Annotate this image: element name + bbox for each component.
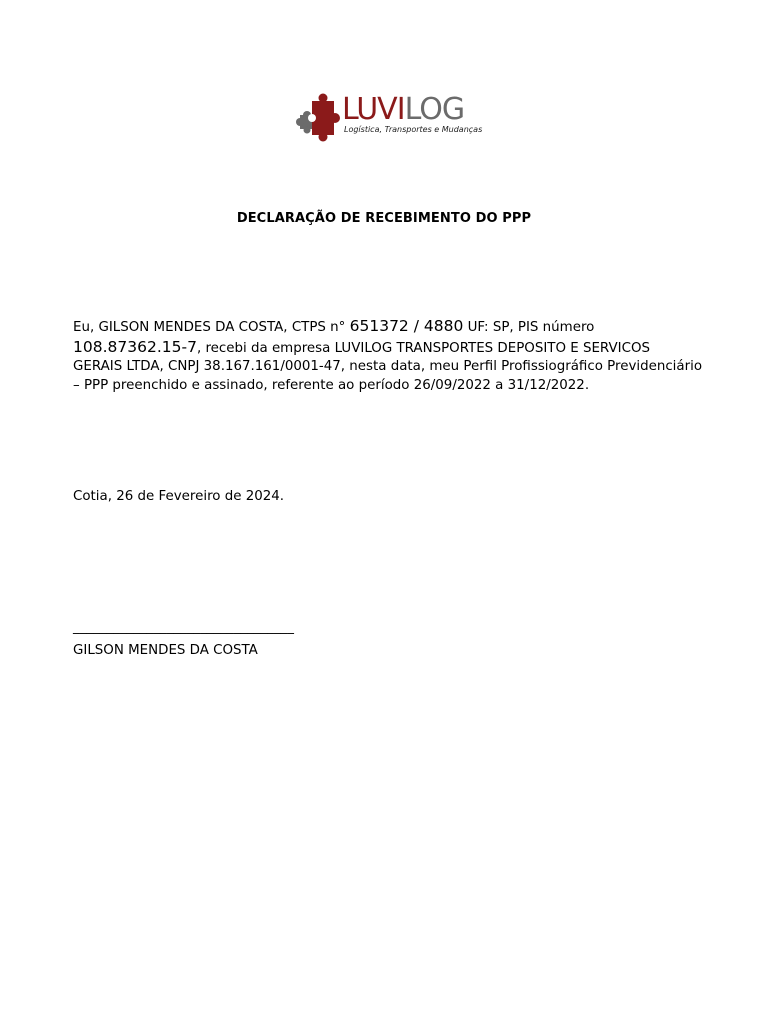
date-line: Cotia, 26 de Fevereiro de 2024. — [73, 489, 285, 504]
signature-line: _________________________________ — [73, 620, 294, 635]
paragraph-part-2: UF: SP, PIS número — [463, 320, 595, 335]
declaration-paragraph — [73, 317, 703, 395]
signature-name: GILSON MENDES DA COSTA — [73, 643, 258, 658]
document-title: DECLARAÇÃO DE RECEBIMENTO DO PPP — [236, 211, 532, 226]
logo-tagline: Logística, Transportes e Mudanças — [344, 125, 483, 134]
paragraph-part-3: , recebi da empresa LUVILOG TRANSPORTES DEPOSITO E SERVICOS GERAIS LTDA, CNPJ 38.167.161/0001-47, nesta data, meu Perfil Profissiográfico Previdenciário – PPP preenchido e assinado, referente ao período 26/09/2022 a 31/12/2022. — [73, 340, 703, 393]
pis-number: 108.87362.15-7 — [73, 337, 197, 356]
paragraph-part-1: Eu, GILSON MENDES DA COSTA, CTPS n° — [73, 320, 350, 335]
logo-word-primary: LUVI — [342, 92, 405, 127]
ctps-number: 651372 / 4880 — [349, 317, 464, 335]
logo-word-secondary: LOG — [404, 92, 465, 127]
logo-wordmark — [342, 93, 464, 127]
company-logo — [296, 92, 483, 142]
puzzle-icon — [296, 92, 342, 142]
